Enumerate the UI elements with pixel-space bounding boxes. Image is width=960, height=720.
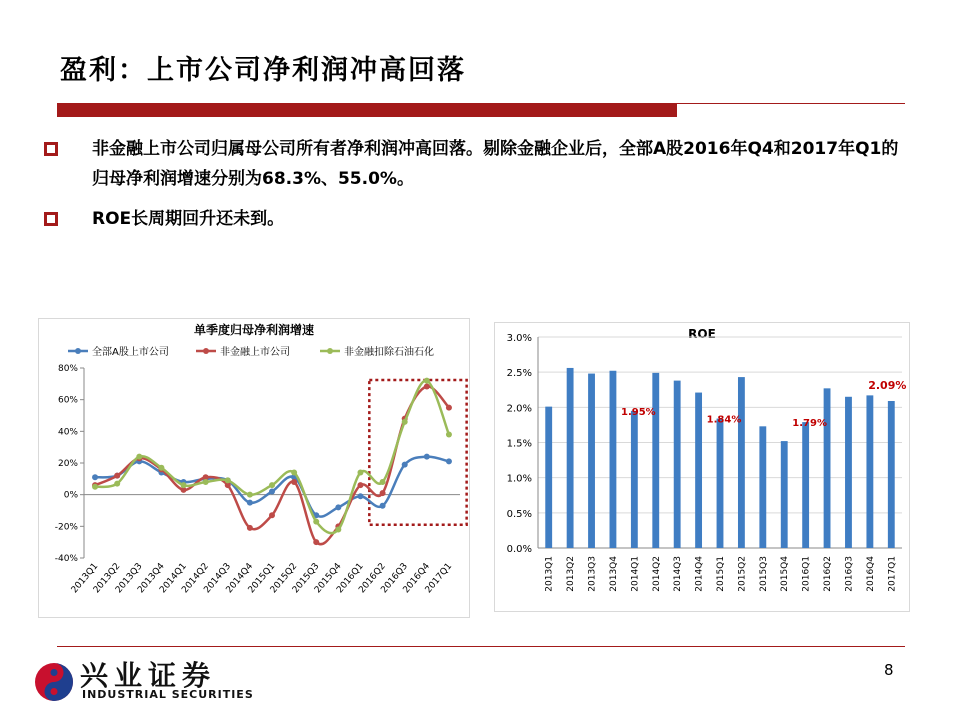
logo-name-cn: 兴业证券 (80, 659, 217, 692)
legend-label: 全部A股上市公司 (92, 347, 169, 358)
data-point (269, 512, 275, 518)
y-tick-label: 0.5% (506, 508, 532, 520)
company-logo (32, 658, 272, 708)
bullet-square-icon (44, 212, 58, 226)
data-point (424, 454, 430, 460)
y-tick-label: 2.0% (506, 403, 532, 415)
data-point (158, 465, 164, 471)
chart-title: ROE (688, 327, 716, 341)
x-tick-label: 2016Q2 (357, 561, 388, 596)
data-point (313, 539, 319, 545)
data-label: 1.95% (621, 406, 656, 418)
bar (545, 407, 552, 548)
data-point (313, 519, 319, 525)
x-tick-label: 2016Q4 (865, 556, 876, 592)
y-tick-label: -20% (54, 522, 78, 533)
bullet-square-icon (44, 142, 58, 156)
x-tick-label: 2014Q3 (202, 561, 234, 596)
y-tick-label: -40% (54, 554, 78, 564)
x-tick-label: 2015Q4 (780, 556, 791, 592)
bar-chart-svg (494, 322, 910, 612)
y-tick-label: 1.0% (506, 473, 532, 485)
bar (588, 374, 595, 548)
x-tick-label: 2015Q4 (313, 561, 344, 596)
x-tick-label: 2014Q2 (180, 561, 211, 596)
bullet-item (44, 134, 904, 194)
data-point (402, 419, 408, 425)
x-tick-label: 2015Q2 (737, 556, 748, 592)
data-label: 2.09% (868, 379, 907, 393)
legend-marker (203, 348, 209, 354)
y-tick-label: 3.0% (506, 333, 532, 344)
bullet-item (44, 204, 904, 234)
bar (759, 426, 766, 548)
y-tick-label: 2.5% (506, 368, 532, 380)
data-point (269, 482, 275, 488)
bar (652, 373, 659, 548)
data-label: 1.79% (792, 418, 827, 430)
logo-name-en: INDUSTRIAL SECURITIES (82, 688, 254, 701)
y-tick-label: 20% (57, 459, 78, 469)
x-tick-label: 2014Q3 (673, 556, 684, 592)
x-tick-label: 2016Q2 (823, 556, 834, 592)
data-point (203, 479, 209, 485)
data-point (357, 470, 363, 476)
data-point (424, 378, 430, 384)
data-label: 1.84% (706, 414, 742, 426)
y-tick-label: 60% (57, 395, 78, 406)
bar (695, 393, 702, 548)
bar (824, 388, 831, 548)
legend-label: 非金融扣除石油石化 (344, 347, 434, 358)
roe-bar-chart (494, 322, 910, 612)
data-point (291, 479, 297, 485)
x-tick-label: 2015Q2 (268, 561, 300, 596)
x-tick-label: 2015Q3 (758, 556, 769, 592)
bar (802, 422, 809, 548)
x-tick-label: 2013Q3 (113, 561, 145, 596)
data-point (247, 500, 253, 506)
legend-marker (327, 348, 333, 354)
bar (781, 441, 788, 548)
bar (888, 401, 895, 548)
y-tick-label: 1.5% (506, 438, 532, 450)
bar (631, 411, 638, 548)
data-point (181, 482, 187, 488)
y-tick-label: 40% (57, 427, 78, 438)
data-point (92, 474, 98, 480)
data-point (335, 527, 341, 533)
logo-emblem-icon (32, 660, 76, 704)
data-point (269, 489, 275, 495)
footer-divider (57, 646, 905, 647)
bar (610, 371, 617, 548)
x-tick-label: 2016Q1 (335, 561, 366, 596)
data-point (225, 477, 231, 483)
y-tick-label: 0% (63, 490, 78, 501)
data-point (446, 458, 452, 464)
data-point (291, 470, 297, 476)
x-tick-label: 2014Q4 (224, 561, 256, 596)
legend-label: 非金融上市公司 (220, 347, 290, 358)
title-accent-bar (57, 103, 677, 117)
data-point (380, 479, 386, 485)
data-point (92, 484, 98, 490)
data-point (402, 462, 408, 468)
bar (866, 395, 873, 548)
x-tick-label: 2013Q1 (69, 561, 101, 596)
y-tick-label: 0.0% (506, 544, 532, 555)
y-tick-label: 80% (57, 364, 78, 374)
page-title: 盈利：上市公司净利润冲高回落 (60, 55, 466, 86)
data-point (114, 473, 120, 479)
bar (845, 397, 852, 548)
x-tick-label: 2013Q2 (91, 561, 123, 596)
x-tick-label: 2013Q4 (608, 556, 619, 592)
data-point (446, 405, 452, 411)
x-tick-label: 2017Q1 (423, 561, 455, 596)
x-tick-label: 2013Q1 (544, 556, 555, 592)
data-point (136, 454, 142, 460)
x-tick-label: 2016Q3 (379, 561, 411, 596)
data-point (357, 493, 363, 499)
line-chart-svg (38, 318, 470, 618)
bar (717, 419, 724, 548)
x-tick-label: 2015Q1 (246, 561, 278, 596)
data-point (446, 432, 452, 438)
x-tick-label: 2016Q4 (401, 561, 433, 596)
data-point (114, 481, 120, 487)
x-tick-label: 2013Q3 (587, 556, 598, 592)
data-point (424, 384, 430, 390)
bullet-text: ROE长周期回升还未到。 (92, 209, 285, 229)
chart-title: 单季度归母净利润增速 (193, 323, 315, 337)
x-tick-label: 2016Q3 (844, 556, 855, 592)
x-tick-label: 2014Q4 (694, 556, 705, 592)
x-tick-label: 2014Q2 (651, 556, 662, 592)
x-tick-label: 2015Q3 (290, 561, 322, 596)
bar (674, 381, 681, 548)
data-point (380, 503, 386, 509)
x-tick-label: 2014Q1 (158, 561, 189, 596)
legend-marker (75, 348, 81, 354)
data-point (335, 504, 341, 510)
x-tick-label: 2015Q1 (716, 556, 726, 592)
x-tick-label: 2017Q1 (887, 556, 898, 592)
x-tick-label: 2016Q1 (801, 556, 812, 592)
bar (738, 377, 745, 548)
x-tick-label: 2014Q1 (630, 556, 641, 592)
data-point (247, 492, 253, 498)
profit-growth-line-chart (38, 318, 470, 618)
bullet-text: 非金融上市公司归属母公司所有者净利润冲高回落。剔除金融企业后，全部A股2016年Q4和2017年Q1的归母净利润增速分别为68.3%、55.0%。 (92, 139, 899, 189)
data-point (380, 490, 386, 496)
x-tick-label: 2013Q4 (136, 561, 167, 596)
data-point (357, 482, 363, 488)
page-number: 8 (884, 661, 894, 679)
x-tick-label: 2013Q2 (566, 556, 577, 592)
bar (567, 368, 574, 548)
data-point (247, 525, 253, 531)
